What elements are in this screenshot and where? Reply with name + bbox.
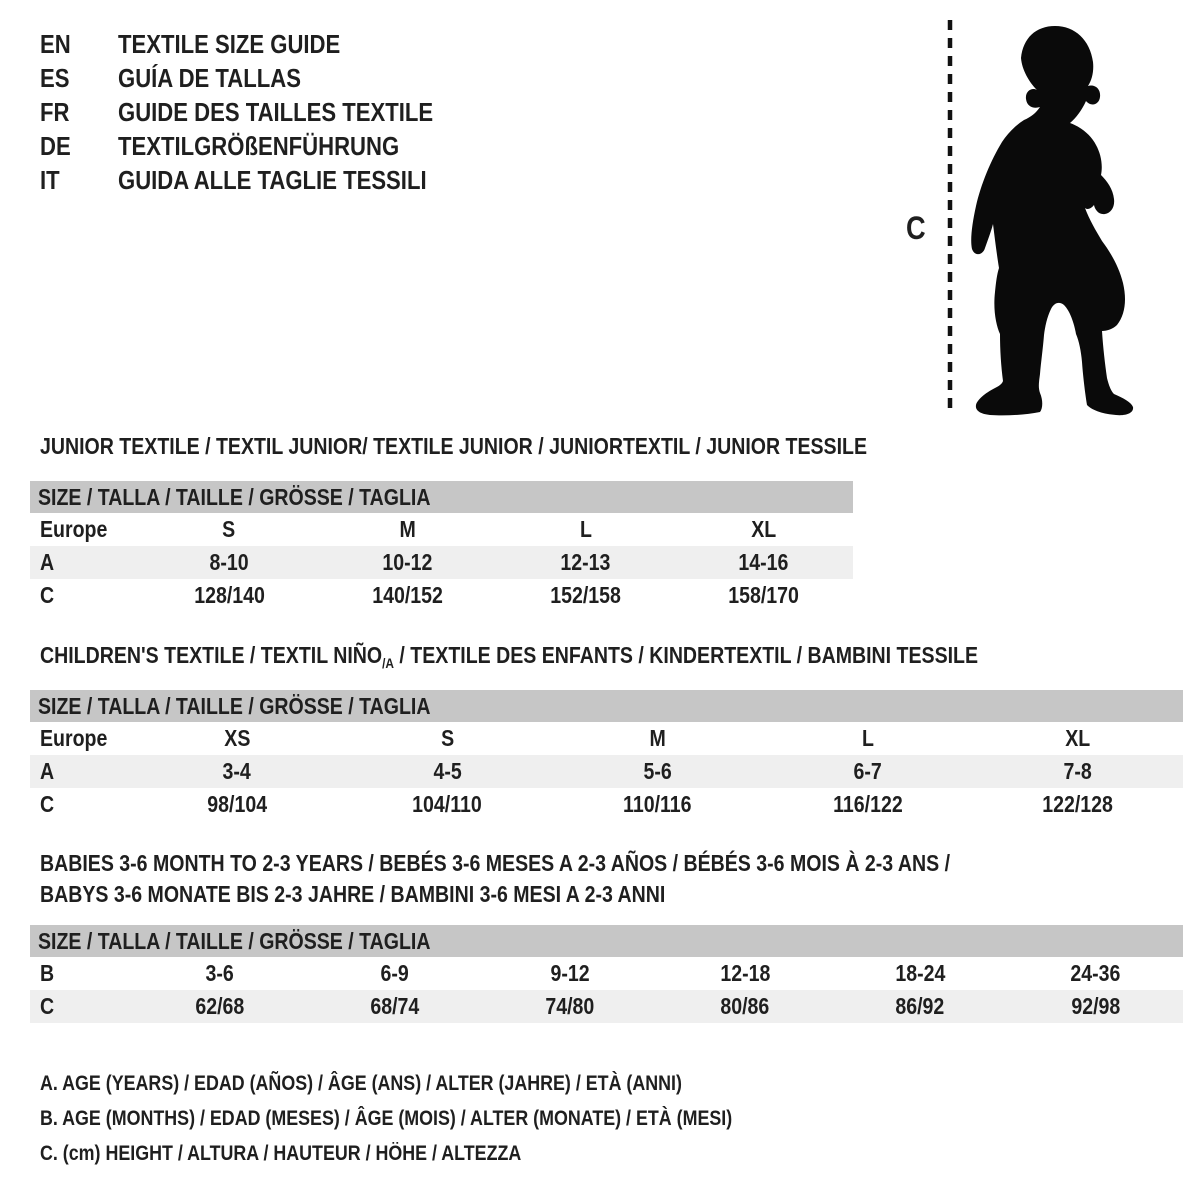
size-header-bar	[30, 690, 1183, 722]
language-code: ES	[40, 63, 70, 93]
table-row-europe	[30, 513, 853, 546]
language-row	[40, 129, 489, 163]
age-cell: 8-10	[209, 549, 249, 575]
language-code: IT	[40, 165, 60, 195]
age-cell: 18-24	[895, 960, 946, 986]
language-code: EN	[40, 29, 71, 59]
language-row	[40, 27, 489, 61]
legend-line-c: C. (cm) HEIGHT / ALTURA / HAUTEUR / HÖHE / ALTEZZA	[40, 1142, 522, 1165]
age-cell: 3-6	[205, 960, 234, 986]
legend-line-b: B. AGE (MONTHS) / EDAD (MESES) / ÂGE (MOIS) / ALTER (MONATE) / ETÀ (MESI)	[40, 1107, 733, 1130]
height-cell: 110/116	[623, 791, 692, 817]
language-row	[40, 61, 489, 95]
size-header-text: SIZE / TALLA / TAILLE / GRÖSSE / TAGLIA	[38, 692, 431, 719]
size-header-bar	[30, 925, 1183, 957]
height-cell: 104/110	[412, 791, 483, 817]
language-row	[40, 95, 489, 129]
babies-size-table	[30, 925, 1183, 1023]
language-code: DE	[40, 131, 71, 161]
height-cell: 62/68	[195, 993, 245, 1019]
size-cell: L	[579, 516, 592, 542]
size-cell: XL	[1065, 725, 1091, 751]
table-row-height	[30, 990, 1183, 1023]
age-cell: 10-12	[382, 549, 433, 575]
section-title-junior-text: JUNIOR TEXTILE / TEXTIL JUNIOR/ TEXTILE JUNIOR / JUNIORTEXTIL / JUNIOR TESSILE	[40, 433, 868, 459]
age-cell: 4-5	[433, 758, 462, 784]
age-cell: 6-7	[853, 758, 882, 784]
section-title-junior	[40, 431, 1013, 462]
size-cell: XL	[751, 516, 777, 542]
junior-size-table	[30, 481, 853, 612]
section-title-children	[40, 640, 1144, 679]
age-cell: 24-36	[1070, 960, 1121, 986]
age-cell: 14-16	[738, 549, 789, 575]
row-label: A	[40, 758, 55, 784]
section-title-children-text	[40, 640, 978, 679]
toddler-silhouette-figure	[905, 12, 1145, 422]
size-header-bar	[30, 481, 853, 513]
row-label: B	[40, 960, 55, 986]
legend-line-a: A. AGE (YEARS) / EDAD (AÑOS) / ÂGE (ANS) / ALTER (JAHRE) / ETÀ (ANNI)	[40, 1072, 682, 1095]
table-row-age	[30, 546, 853, 579]
age-cell: 9-12	[550, 960, 590, 986]
table-row-height	[30, 579, 853, 612]
title-prefix: CHILDREN'S TEXTILE / TEXTIL NIÑO	[40, 642, 383, 668]
measure-legend	[40, 1066, 854, 1171]
measure-label-c: C	[906, 210, 926, 246]
row-label: C	[40, 582, 55, 608]
height-cell: 152/158	[550, 582, 621, 608]
section-title-babies-line1: BABIES 3-6 MONTH TO 2-3 YEARS / BEBÉS 3-6 MESES A 2-3 AÑOS / BÉBÉS 3-6 MOIS À 2-3 ANS /	[40, 850, 951, 876]
size-cell: S	[440, 725, 454, 751]
size-header-text: SIZE / TALLA / TAILLE / GRÖSSE / TAGLIA	[38, 927, 431, 954]
size-cell: M	[649, 725, 666, 751]
row-label: A	[40, 549, 55, 575]
language-title: GUIDE DES TAILLES TEXTILE	[118, 97, 434, 127]
language-title: TEXTILGRÖßENFÜHRUNG	[118, 131, 400, 161]
title-suffix: / TEXTILE DES ENFANTS / KINDERTEXTIL / BAMBINI TESSILE	[393, 642, 979, 668]
row-label: Europe	[40, 516, 108, 542]
age-cell: 3-4	[222, 758, 252, 784]
language-title: GUIDA ALLE TAGLIE TESSILI	[118, 165, 427, 195]
row-label: C	[40, 791, 55, 817]
height-cell: 116/122	[832, 791, 903, 817]
height-cell: 74/80	[545, 993, 595, 1019]
row-label: C	[40, 993, 55, 1019]
language-title: TEXTILE SIZE GUIDE	[118, 29, 341, 59]
age-cell: 7-8	[1063, 758, 1093, 784]
table-row-age	[30, 755, 1183, 788]
age-cell: 12-18	[720, 960, 771, 986]
size-cell: XS	[224, 725, 251, 751]
height-cell: 80/86	[720, 993, 770, 1019]
children-size-table	[30, 690, 1183, 821]
toddler-silhouette-icon	[971, 26, 1133, 415]
size-header-text: SIZE / TALLA / TAILLE / GRÖSSE / TAGLIA	[38, 483, 431, 510]
table-row-height	[30, 788, 1183, 821]
section-title-babies	[40, 848, 1111, 910]
row-label: Europe	[40, 725, 108, 751]
language-guide-list	[40, 27, 489, 197]
age-cell: 5-6	[643, 758, 672, 784]
size-cell: S	[222, 516, 236, 542]
height-cell: 158/170	[728, 582, 800, 608]
height-cell: 92/98	[1070, 993, 1120, 1019]
size-cell: M	[399, 516, 416, 542]
section-title-babies-line2: BABYS 3-6 MONATE BIS 2-3 JAHRE / BAMBINI 3-6 MESI A 2-3 ANNI	[40, 881, 666, 907]
height-cell: 86/92	[895, 993, 945, 1019]
height-cell: 68/74	[370, 993, 420, 1019]
table-row-age-months	[30, 957, 1183, 990]
age-cell: 6-9	[380, 960, 409, 986]
height-cell: 128/140	[193, 582, 265, 608]
title-subscript: /A	[382, 655, 394, 671]
table-row-europe	[30, 722, 1183, 755]
language-row	[40, 163, 489, 197]
height-cell: 122/128	[1042, 791, 1114, 817]
language-title: GUÍA DE TALLAS	[118, 63, 301, 93]
height-cell: 140/152	[372, 582, 443, 608]
height-cell: 98/104	[207, 791, 268, 817]
size-cell: L	[861, 725, 874, 751]
language-code: FR	[40, 97, 70, 127]
age-cell: 12-13	[560, 549, 611, 575]
